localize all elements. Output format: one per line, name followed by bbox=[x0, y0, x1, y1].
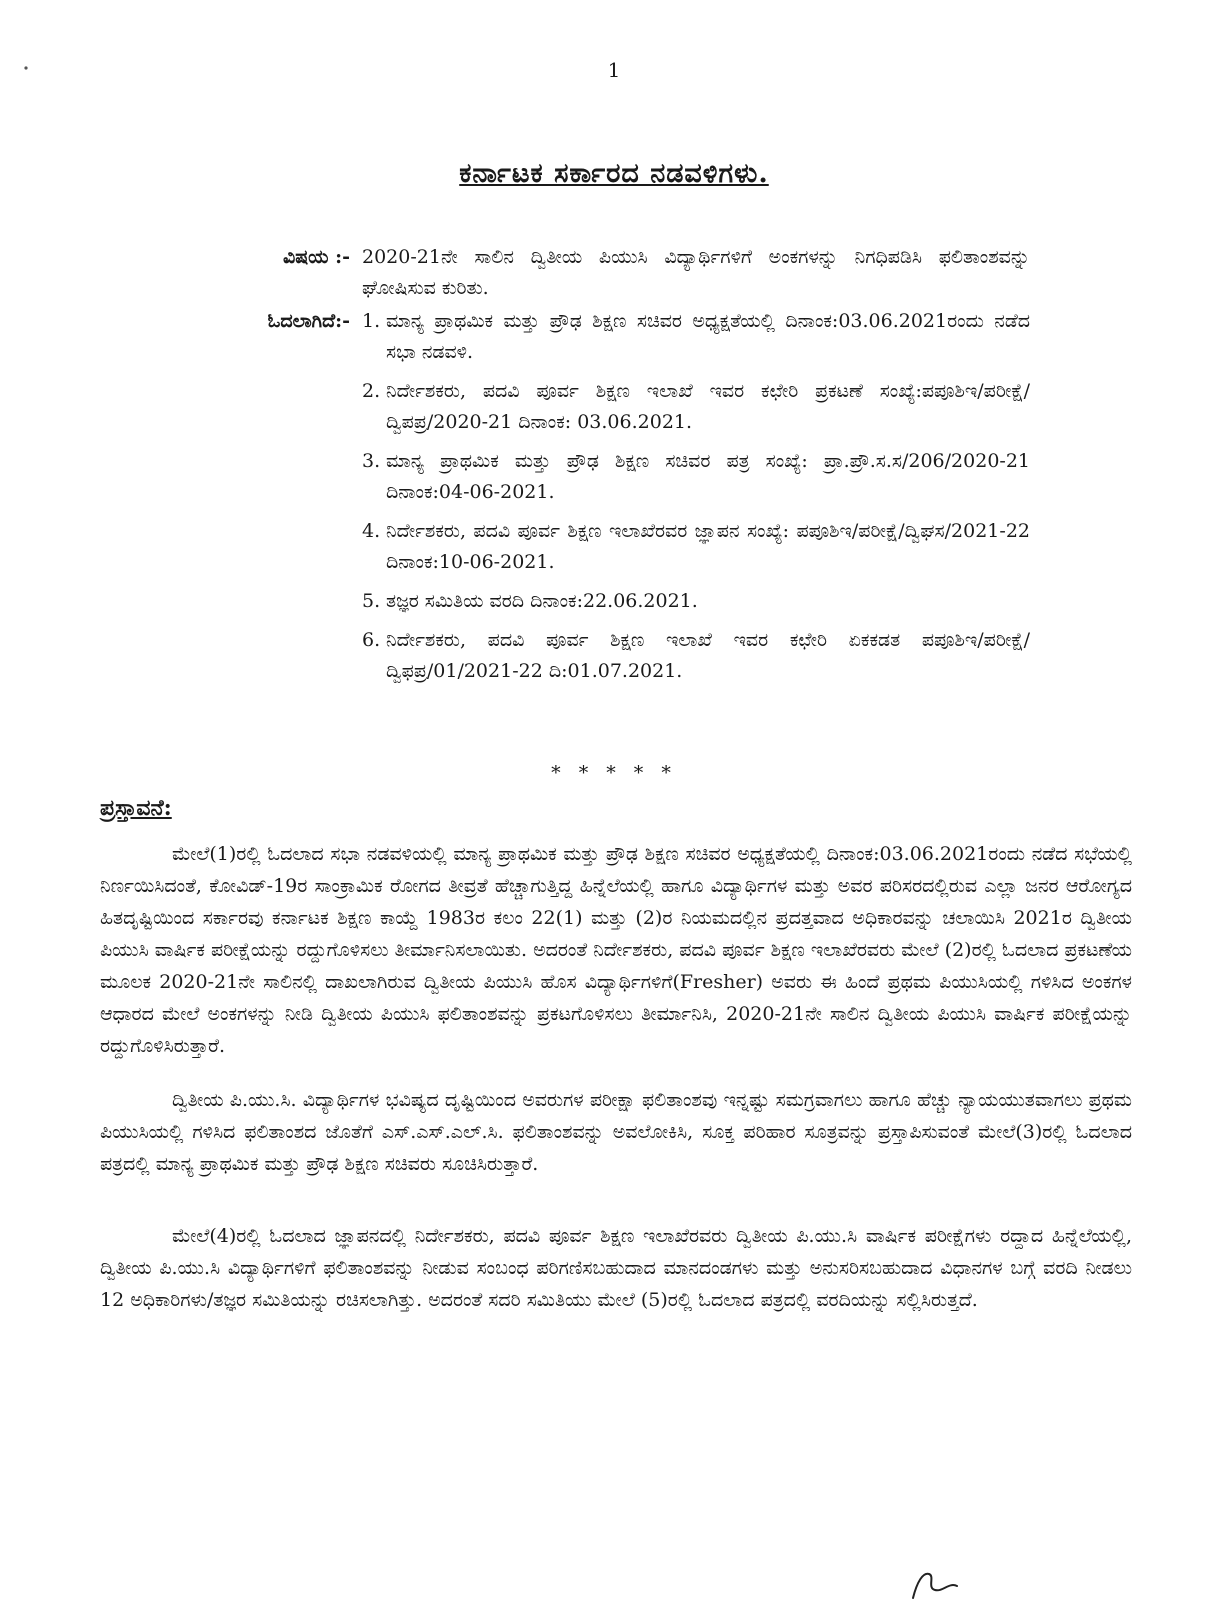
preamble-paragraph: ದ್ವಿತೀಯ ಪಿ.ಯು.ಸಿ. ವಿದ್ಯಾರ್ಥಿಗಳ ಭವಿಷ್ಯದ ದೃಷ್ಟಿಯಿಂದ ಅವರುಗಳ ಪರೀಕ್ಷಾ ಫಲಿತಾಂಶವು ಇನ್ನಷ್ಟು ಸಮಗ್ರವಾಗಲು ಹಾಗೂ ಹೆಚ್ಚು ನ್ಯಾಯಯುತವಾಗಲು ಪ್ರಥಮ ಪಿಯುಸಿಯಲ್ಲಿ ಗಳಿಸಿದ ಫಲಿತಾಂಶದ ಜೊತೆಗೆ ಎಸ್.ಎಸ್.ಎಲ್.ಸಿ. ಫಲಿತಾಂಶವನ್ನು ಅವಲೋಕಿಸಿ, ಸೂಕ್ತ ಪರಿಹಾರ ಸೂತ್ರವನ್ನು ಪ್ರಸ್ತಾಪಿಸುವಂತೆ ಮೇಲೆ(3)ರಲ್ಲಿ ಓದಲಾದ ಪತ್ರದಲ್ಲಿ ಮಾನ್ಯ ಪ್ರಾಥಮಿಕ ಮತ್ತು ಪ್ರೌಢ ಶಿಕ್ಷಣ ಸಚಿವರು ಸೂಚಿಸಿರುತ್ತಾರೆ. bbox=[100, 1089, 1132, 1175]
references-row bbox=[210, 306, 1030, 695]
reference-text: ತಜ್ಞರ ಸಮಿತಿಯ ವರದಿ ದಿನಾಂಕ:22.06.2021. bbox=[386, 590, 698, 612]
subject-label: ವಿಷಯ :- bbox=[282, 246, 350, 268]
signature-initial bbox=[905, 1560, 965, 1600]
preamble-paragraph: ಮೇಲೆ(4)ರಲ್ಲಿ ಓದಲಾದ ಜ್ಞಾಪನದಲ್ಲಿ ನಿರ್ದೇಶಕರು, ಪದವಿ ಪೂರ್ವ ಶಿಕ್ಷಣ ಇಲಾಖೆರವರು ದ್ವಿತೀಯ ಪಿ.ಯು.ಸಿ ವಾರ್ಷಿಕ ಪರೀಕ್ಷೆಗಳು ರದ್ದಾದ ಹಿನ್ನೆಲೆಯಲ್ಲಿ, ದ್ವಿತೀಯ ಪಿ.ಯು.ಸಿ ವಿದ್ಯಾರ್ಥಿಗಳಿಗೆ ಫಲಿತಾಂಶವನ್ನು ನೀಡುವ ಸಂಬಂಧ ಪರಿಗಣಿಸಬಹುದಾದ ಮಾನದಂಡಗಳು ಮತ್ತು ಅನುಸರಿಸಬಹುದಾದ ವಿಧಾನಗಳ ಬಗ್ಗೆ ವರದಿ ನೀಡಲು 12 ಅಧಿಕಾರಿಗಳು/ತಜ್ಞರ ಸಮಿತಿಯನ್ನು ರಚಿಸಲಾಗಿತ್ತು. ಅದರಂತೆ ಸದರಿ ಸಮಿತಿಯು ಮೇಲೆ (5)ರಲ್ಲಿ ಓದಲಾದ ಪತ್ರದಲ್ಲಿ ವರದಿಯನ್ನು ಸಲ್ಲಿಸಿರುತ್ತದೆ. bbox=[100, 1225, 1132, 1311]
reference-number: 1. bbox=[362, 310, 381, 332]
reference-number: 2. bbox=[362, 380, 381, 402]
meta-block bbox=[210, 242, 1030, 697]
preamble-heading: ಪ್ರಸ್ತಾವನೆ: bbox=[100, 795, 172, 821]
reference-item bbox=[362, 625, 1030, 687]
reference-text: ಮಾನ್ಯ ಪ್ರಾಥಮಿಕ ಮತ್ತು ಪ್ರೌಢ ಶಿಕ್ಷಣ ಸಚಿವರ ಅಧ್ಯಕ್ಷತೆಯಲ್ಲಿ ದಿನಾಂಕ:03.06.2021ರಂದು ನಡೆದ ಸಭಾ ನಡವಳಿ. bbox=[386, 310, 1030, 363]
reference-number: 6. bbox=[362, 629, 381, 651]
section-separator: * * * * * bbox=[551, 762, 677, 784]
reference-item bbox=[362, 376, 1030, 438]
reference-item bbox=[362, 516, 1030, 578]
preamble-paragraph: ಮೇಲೆ(1)ರಲ್ಲಿ ಓದಲಾದ ಸಭಾ ನಡವಳಿಯಲ್ಲಿ ಮಾನ್ಯ ಪ್ರಾಥಮಿಕ ಮತ್ತು ಪ್ರೌಢ ಶಿಕ್ಷಣ ಸಚಿವರ ಅಧ್ಯಕ್ಷತೆಯಲ್ಲಿ ದಿನಾಂಕ:03.06.2021ರಂದು ನಡೆದ ಸಭೆಯಲ್ಲಿ ನಿರ್ಣಯಿಸಿದಂತೆ, ಕೋವಿಡ್-19ರ ಸಾಂಕ್ರಾಮಿಕ ರೋಗದ ತೀವ್ರತೆ ಹೆಚ್ಚಾಗುತ್ತಿದ್ದ ಹಿನ್ನೆಲೆಯಲ್ಲಿ ಹಾಗೂ ವಿದ್ಯಾರ್ಥಿಗಳ ಮತ್ತು ಅವರ ಪರಿಸರದಲ್ಲಿರುವ ಎಲ್ಲಾ ಜನರ ಆರೋಗ್ಯದ ಹಿತದೃಷ್ಟಿಯಿಂದ ಸರ್ಕಾರವು ಕರ್ನಾಟಕ ಶಿಕ್ಷಣ ಕಾಯ್ದೆ 1983ರ ಕಲಂ 22(1) ಮತ್ತು (2)ರ ನಿಯಮದಲ್ಲಿನ ಪ್ರದತ್ತವಾದ ಅಧಿಕಾರವನ್ನು ಚಲಾಯಿಸಿ 2021ರ ದ್ವಿತೀಯ ಪಿಯುಸಿ ವಾರ್ಷಿಕ ಪರೀಕ್ಷೆಯನ್ನು ರದ್ದುಗೊಳಿಸಲು ತೀರ್ಮಾನಿಸಲಾಯಿತು. ಅದರಂತೆ ನಿರ್ದೇಶಕರು, ಪದವಿ ಪೂರ್ವ ಶಿಕ್ಷಣ ಇಲಾಖೆರವರು ಮೇಲೆ (2)ರಲ್ಲಿ ಓದಲಾದ ಪ್ರಕಟಣೆಯ ಮೂಲಕ 2020-21ನೇ ಸಾಲಿನಲ್ಲಿ ದಾಖಲಾಗಿರುವ ದ್ವಿತೀಯ ಪಿಯುಸಿ ಹೊಸ ವಿದ್ಯಾರ್ಥಿಗಳಿಗೆ(Fresher) ಅವರು ಈ ಹಿಂದೆ ಪ್ರಥಮ ಪಿಯುಸಿಯಲ್ಲಿ ಗಳಿಸಿದ ಅಂಕಗಳ ಆಧಾರದ ಮೇಲೆ ಅಂಕಗಳನ್ನು ನೀಡಿ ದ್ವಿತೀಯ ಪಿಯುಸಿ ಫಲಿತಾಂಶವನ್ನು ಪ್ರಕಟಗೊಳಿಸಲು ತೀರ್ಮಾನಿಸಿ, 2020-21ನೇ ಸಾಲಿನ ದ್ವಿತೀಯ ಪಿಯುಸಿ ವಾರ್ಷಿಕ ಪರೀಕ್ಷೆಯನ್ನು ರದ್ದುಗೊಳಿಸಿರುತ್ತಾರೆ. bbox=[100, 843, 1132, 1057]
preamble-body bbox=[100, 838, 1132, 1338]
references-list bbox=[362, 306, 1030, 687]
reference-text: ನಿರ್ದೇಶಕರು, ಪದವಿ ಪೂರ್ವ ಶಿಕ್ಷಣ ಇಲಾಖೆರವರ ಜ್ಞಾಪನ ಸಂಖ್ಯೆ: ಪಪೂಶಿಇ/ಪರೀಕ್ಷೆ/ದ್ವಿಘಸ/2021-22 ದಿನಾಂಕ:10-06-2021. bbox=[386, 520, 1030, 573]
reference-number: 5. bbox=[362, 590, 381, 612]
reference-item bbox=[362, 586, 1030, 617]
subject-row bbox=[210, 242, 1030, 304]
reference-text: ನಿರ್ದೇಶಕರು, ಪದವಿ ಪೂರ್ವ ಶಿಕ್ಷಣ ಇಲಾಖೆ ಇವರ ಕಛೇರಿ ಪ್ರಕಟಣೆ ಸಂಖ್ಯೆ:ಪಪೂಶಿಇ/ಪರೀಕ್ಷೆ/ದ್ವಿಪಪ್ರ/2020-21 ದಿನಾಂಕ: 03.06.2021. bbox=[386, 380, 1030, 433]
document-title: ಕರ್ನಾಟಕ ಸರ್ಕಾರದ ನಡವಳಿಗಳು. bbox=[459, 158, 769, 189]
references-label: ಓದಲಾಗಿದೆ:- bbox=[267, 310, 350, 332]
reference-text: ಮಾನ್ಯ ಪ್ರಾಥಮಿಕ ಮತ್ತು ಪ್ರೌಢ ಶಿಕ್ಷಣ ಸಚಿವರ ಪತ್ರ ಸಂಖ್ಯೆ: ಪ್ರಾ.ಪ್ರೌ.ಸ.ಸ/206/2020-21 ದಿನಾಂಕ:04-06-2021. bbox=[386, 450, 1030, 503]
subject-text: 2020-21ನೇ ಸಾಲಿನ ದ್ವಿತೀಯ ಪಿಯುಸಿ ವಿದ್ಯಾರ್ಥಿಗಳಿಗೆ ಅಂಕಗಳನ್ನು ನಿಗಧಿಪಡಿಸಿ ಫಲಿತಾಂಶವನ್ನು ಘೋಷಿಸುವ ಕುರಿತು. bbox=[362, 246, 1030, 299]
page-number: 1 bbox=[607, 58, 621, 82]
reference-item bbox=[362, 306, 1030, 368]
reference-number: 3. bbox=[362, 450, 381, 472]
reference-text: ನಿರ್ದೇಶಕರು, ಪದವಿ ಪೂರ್ವ ಶಿಕ್ಷಣ ಇಲಾಖೆ ಇವರ ಕಛೇರಿ ಏಕಕಡತ ಪಪೂಶಿಇ/ಪರೀಕ್ಷೆ/ದ್ವಿಫಪ್ರ/01/2021-22 ದಿ:01.07.2021. bbox=[386, 629, 1030, 682]
reference-item bbox=[362, 446, 1030, 508]
reference-number: 4. bbox=[362, 520, 381, 542]
